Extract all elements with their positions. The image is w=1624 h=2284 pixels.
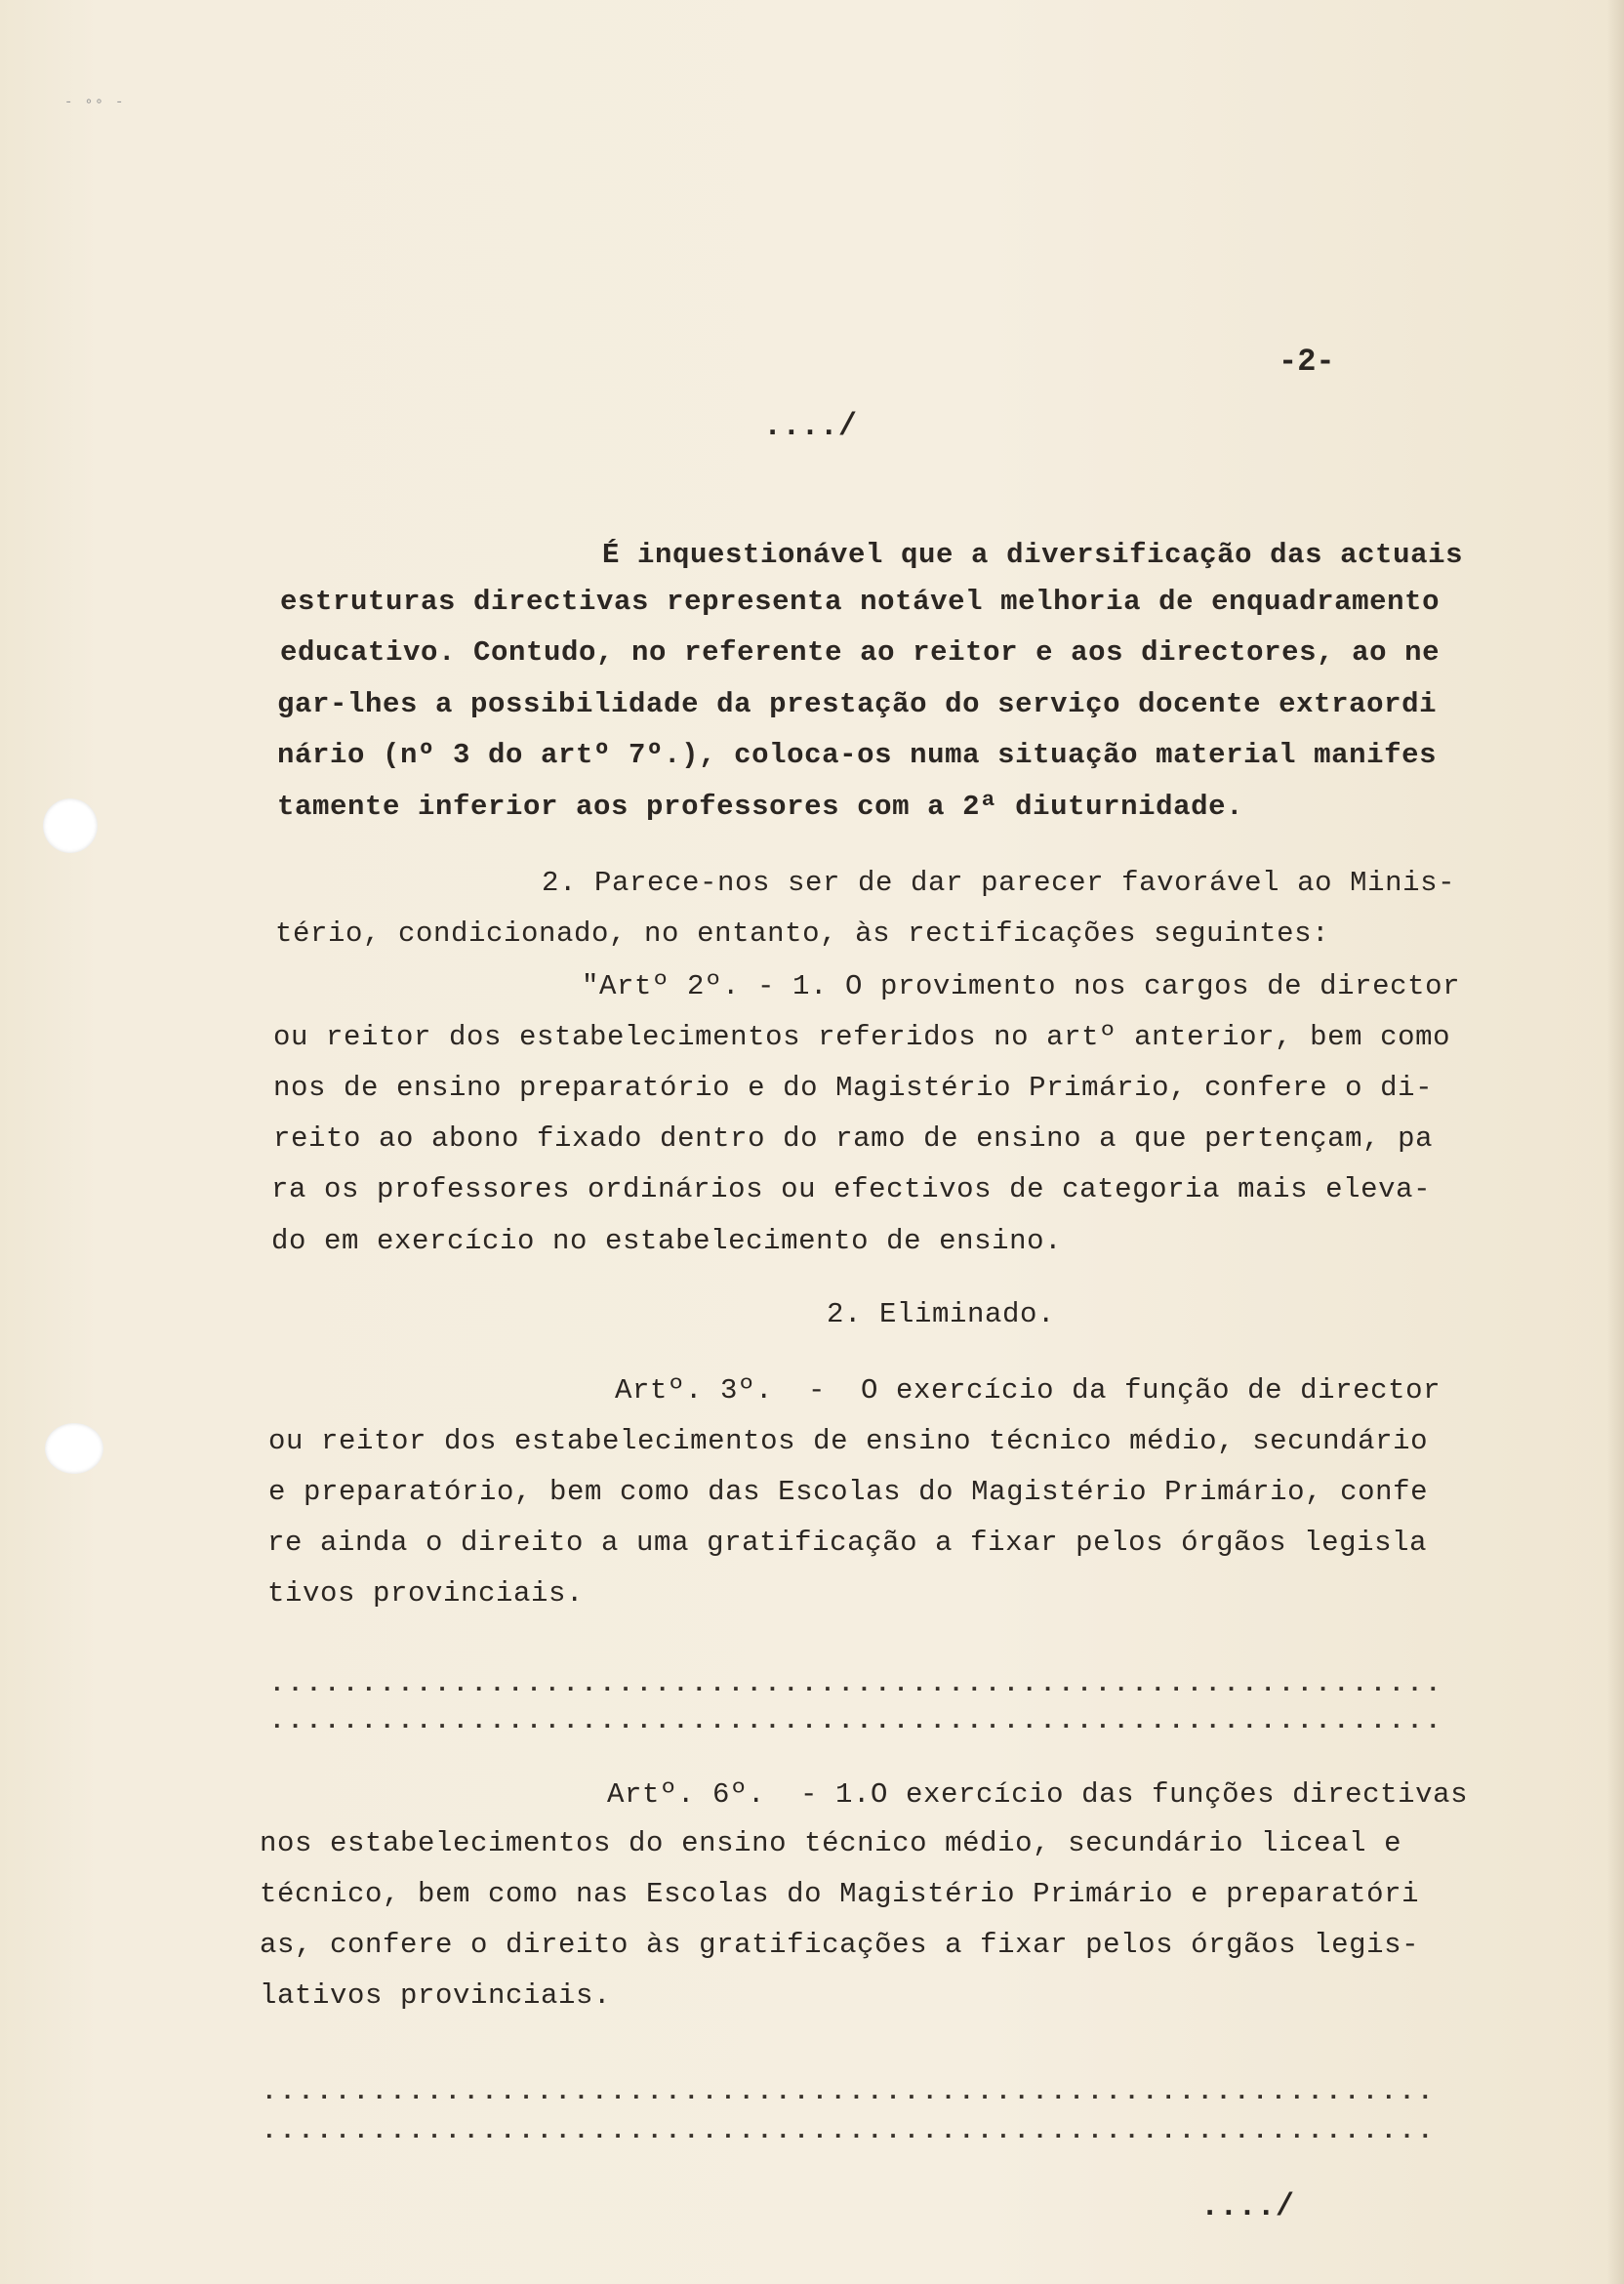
text-line: nos estabelecimentos do ensino técnico médio, secundário liceal e <box>260 1827 1402 1859</box>
text-line: reito ao abono fixado dentro do ramo de ensino a que pertençam, pa <box>273 1122 1434 1155</box>
dotted-separator: ................................................................ <box>269 1669 1444 1698</box>
text-line: do em exercício no estabelecimento de ensino. <box>271 1225 1063 1257</box>
continuation-mark-bottom: ..../ <box>1200 2188 1295 2224</box>
text-line: as, confere o direito às gratificações a fixar pelos órgãos legis- <box>260 1929 1420 1961</box>
paper-mark: - ∘∘ - <box>64 95 126 110</box>
text-line: nário (nº 3 do artº 7º.), coloca-os numa situação material manifes <box>277 739 1438 771</box>
dotted-separator: ................................................................ <box>269 1706 1444 1735</box>
punch-hole <box>45 1423 103 1474</box>
text-line: tamente inferior aos professores com a 2ª diuturnidade. <box>277 791 1244 823</box>
dotted-separator: ................................................................ <box>262 2116 1437 2145</box>
text-line: educativo. Contudo, no referente ao reitor e aos directores, ao ne <box>280 636 1441 669</box>
text-line: Artº. 3º. - O exercício da função de director <box>615 1374 1441 1407</box>
text-line: e preparatório, bem como das Escolas do Magistério Primário, confe <box>268 1476 1429 1508</box>
text-line: tivos provinciais. <box>267 1577 585 1610</box>
continuation-mark-top: ..../ <box>763 408 858 444</box>
text-line: ou reitor dos estabelecimentos de ensino técnico médio, secundário <box>268 1425 1429 1457</box>
text-line: "Artº 2º. - 1. O provimento nos cargos de director <box>582 970 1461 1002</box>
text-line: estruturas directivas representa notável melhoria de enquadramento <box>280 586 1441 618</box>
page-number: -2- <box>1279 344 1335 380</box>
text-line: ou reitor dos estabelecimentos referidos no artº anterior, bem como <box>273 1021 1451 1053</box>
text-line: Artº. 6º. - 1.O exercício das funções directivas <box>607 1778 1469 1811</box>
page-edge-shadow <box>1606 0 1624 2284</box>
text-line: lativos provinciais. <box>260 1979 612 2012</box>
text-line: nos de ensino preparatório e do Magistério Primário, confere o di- <box>273 1072 1434 1104</box>
text-line: re ainda o direito a uma gratificação a fixar pelos órgãos legisla <box>267 1527 1428 1559</box>
text-line: tério, condicionado, no entanto, às rectificações seguintes: <box>275 918 1330 950</box>
text-line: 2. Eliminado. <box>827 1298 1056 1330</box>
text-line: ra os professores ordinários ou efectivos de categoria mais eleva- <box>271 1173 1432 1205</box>
text-line: 2. Parece-nos ser de dar parecer favorável ao Minis- <box>542 867 1456 899</box>
punch-hole <box>43 798 98 853</box>
text-line: gar-lhes a possibilidade da prestação do serviço docente extraordi <box>277 688 1438 720</box>
dotted-separator: ................................................................ <box>262 2077 1437 2106</box>
text-line: É inquestionável que a diversificação das actuais <box>602 539 1464 571</box>
text-line: técnico, bem como nas Escolas do Magistério Primário e preparatóri <box>260 1878 1420 1910</box>
